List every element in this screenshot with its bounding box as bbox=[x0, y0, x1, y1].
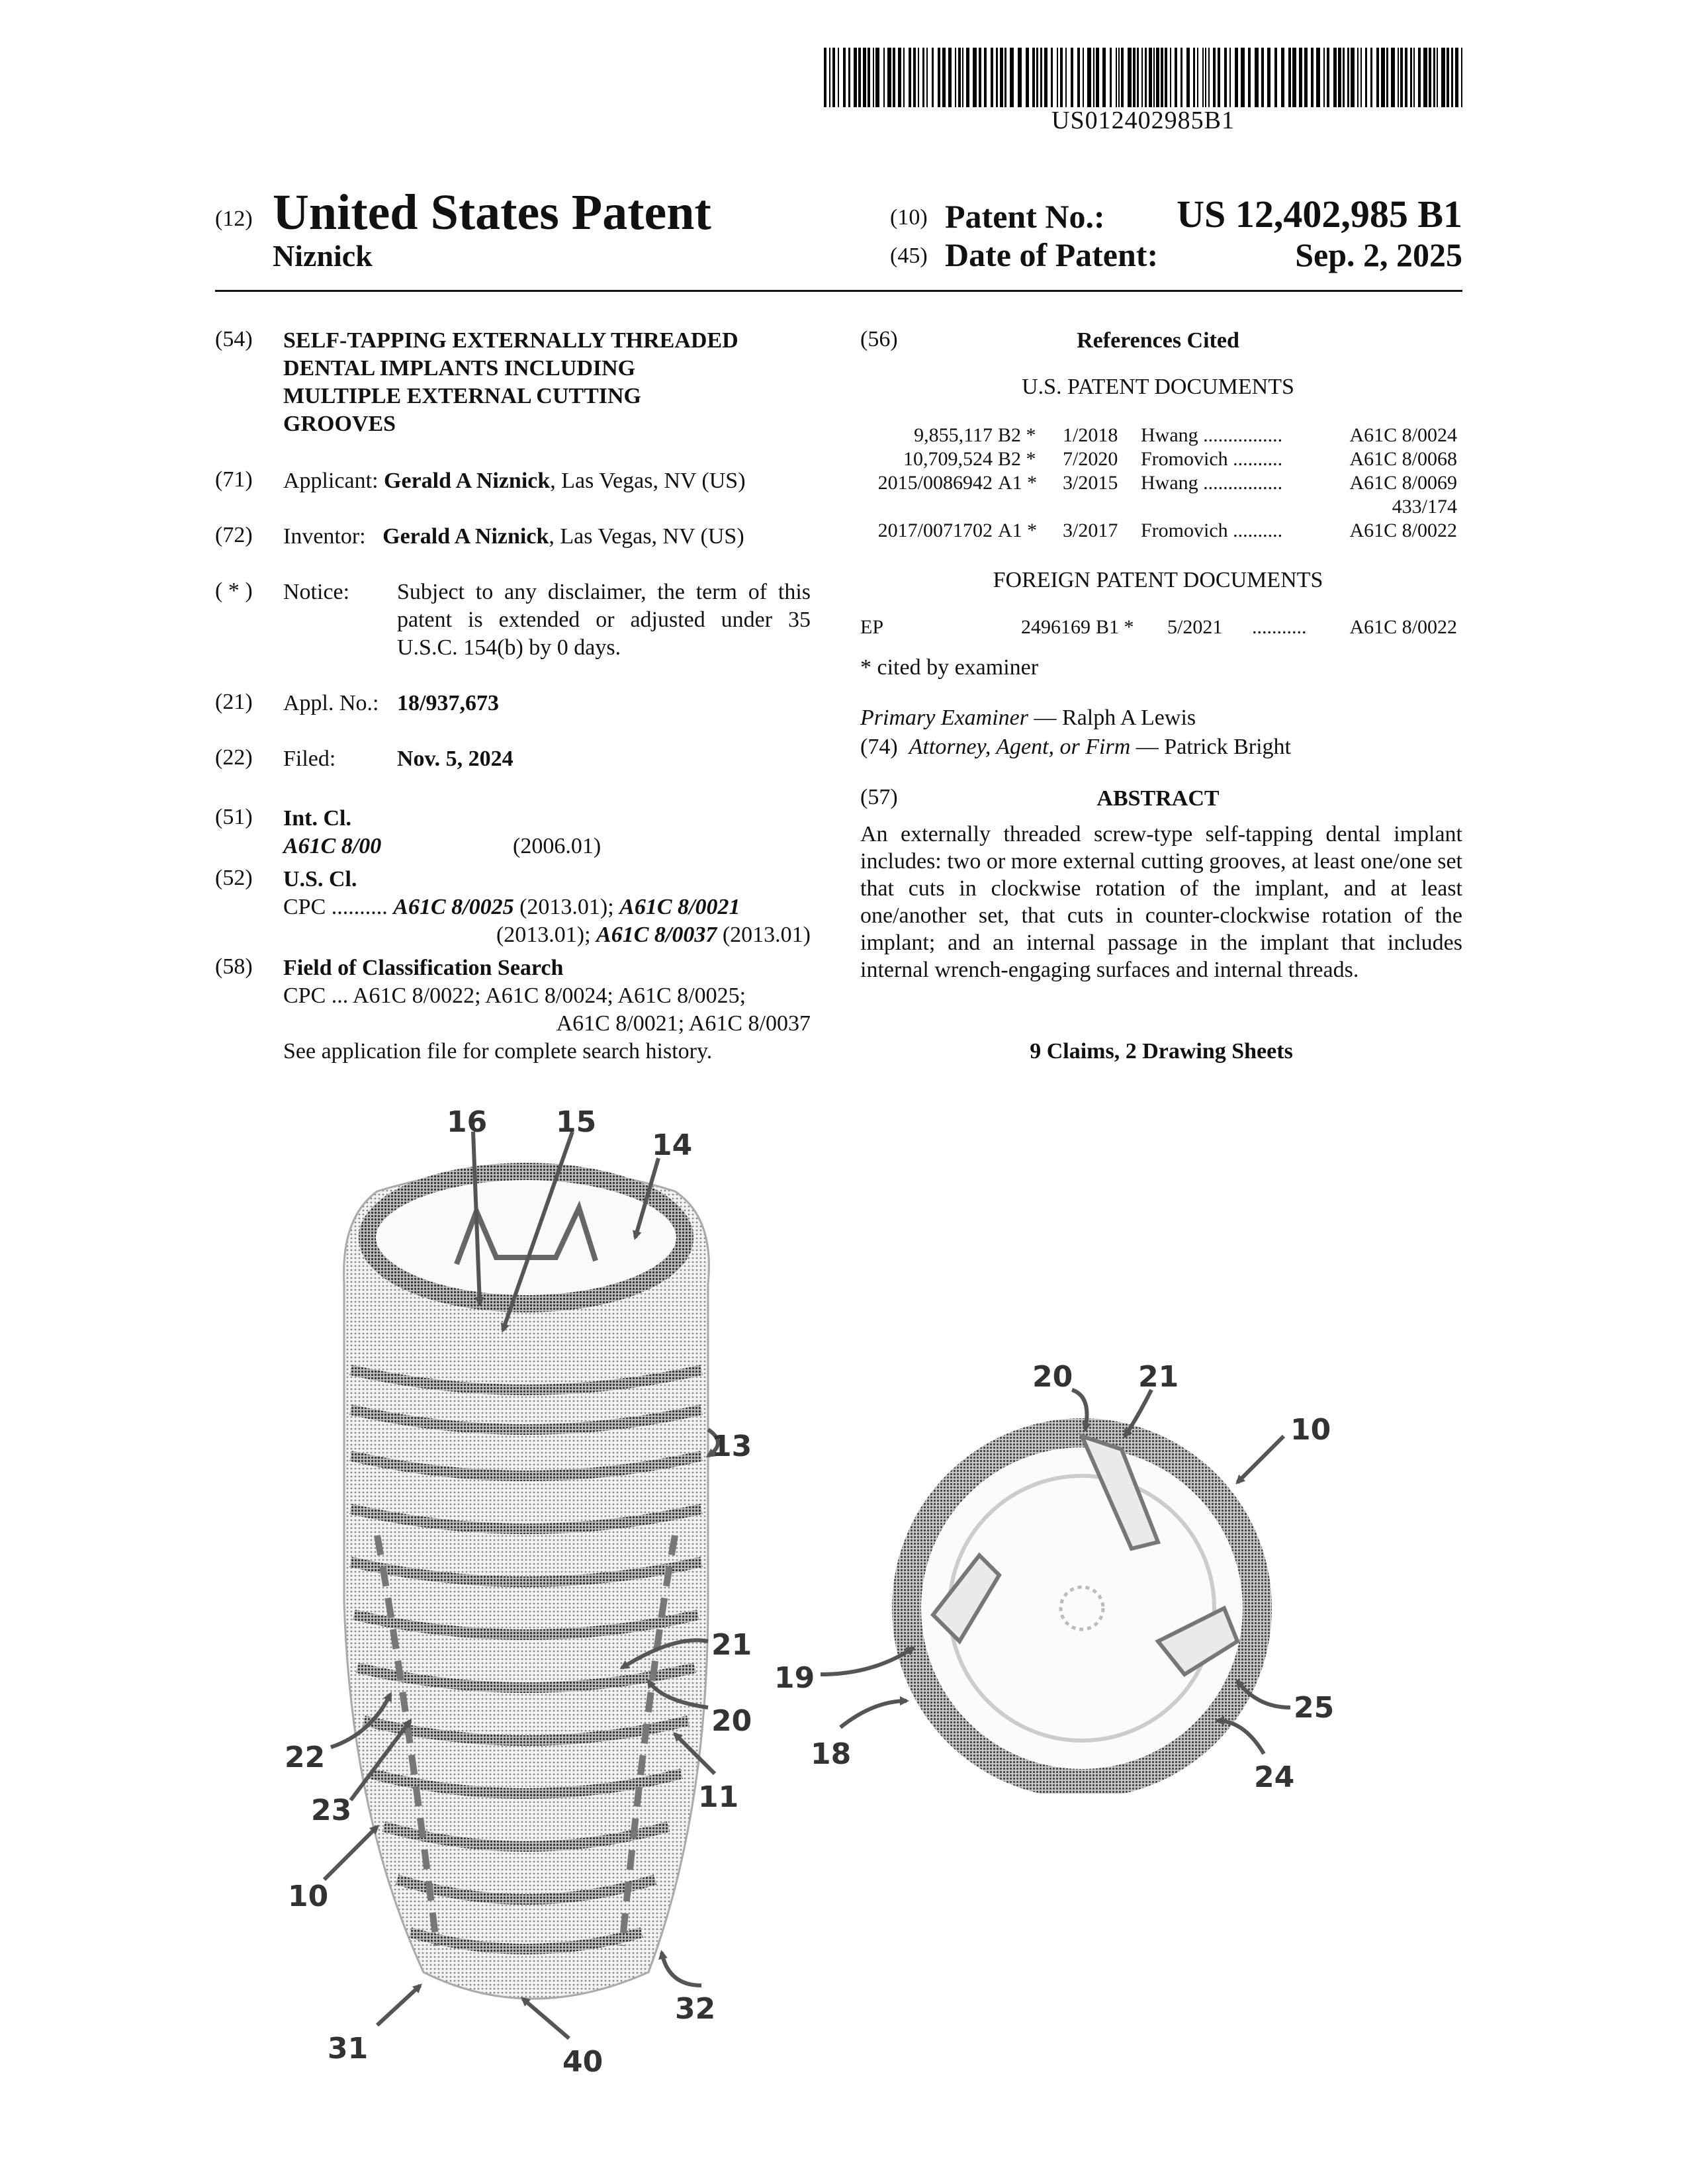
implant-end-view-figure bbox=[761, 1330, 1396, 1794]
barcode-bar bbox=[1116, 48, 1117, 107]
barcode-bar bbox=[1229, 48, 1231, 107]
barcode-bar bbox=[1405, 48, 1407, 107]
barcode-bar bbox=[887, 48, 891, 107]
barcode-bar bbox=[1149, 48, 1152, 107]
barcode-bar bbox=[1360, 48, 1362, 107]
doc-date bbox=[1063, 495, 1141, 519]
barcode-bar bbox=[1288, 48, 1291, 107]
barcode-bar bbox=[1137, 48, 1139, 107]
refs-code: (56) bbox=[860, 327, 898, 351]
intcl-label: Int. Cl. bbox=[283, 806, 351, 831]
doc-name: Fromovich .......... bbox=[1141, 520, 1283, 541]
barcode-bar bbox=[926, 48, 928, 107]
applicant bbox=[283, 467, 746, 495]
barcode-bar bbox=[1235, 48, 1238, 107]
barcode-bar bbox=[1327, 48, 1329, 107]
barcode-bar bbox=[1202, 48, 1204, 107]
barcode-bar bbox=[1423, 48, 1427, 107]
barcode-bar bbox=[1400, 48, 1403, 107]
inventor-code: (72) bbox=[215, 523, 253, 547]
barcode-bar bbox=[1181, 48, 1182, 107]
cpc-prefix: CPC .......... bbox=[283, 895, 388, 919]
cpc-line-1 bbox=[283, 893, 740, 921]
barcode-bar bbox=[1351, 48, 1355, 107]
barcode-bar bbox=[1255, 48, 1259, 107]
cpc-year: (2013.01); bbox=[513, 895, 620, 919]
barcode-bar bbox=[1087, 48, 1091, 107]
claims-summary: 9 Claims, 2 Drawing Sheets bbox=[1030, 1039, 1293, 1064]
barcode-bar bbox=[868, 48, 870, 107]
filed-date: Nov. 5, 2024 bbox=[397, 747, 513, 771]
title-line: DENTAL IMPLANTS INCLUDING bbox=[283, 356, 636, 381]
cited-note: * cited by examiner bbox=[860, 655, 1039, 680]
barcode-bar bbox=[955, 48, 956, 107]
foreign-docs-title: FOREIGN PATENT DOCUMENTS bbox=[993, 568, 1323, 592]
barcode-bar bbox=[1410, 48, 1412, 107]
attorney bbox=[860, 733, 1291, 761]
implant-side-view-figure bbox=[278, 1085, 807, 2091]
barcode-bar bbox=[1261, 48, 1264, 107]
barcode-bar bbox=[922, 48, 924, 107]
intcl-class: A61C 8/00 bbox=[283, 834, 382, 858]
filed-code: (22) bbox=[215, 745, 253, 770]
ref-label: 10 bbox=[288, 1880, 329, 1913]
barcode-bar bbox=[1418, 48, 1421, 107]
ref-label: 25 bbox=[1294, 1691, 1335, 1725]
barcode-bar bbox=[1441, 48, 1445, 107]
barcode-bar bbox=[973, 48, 977, 107]
barcode-bar bbox=[1386, 48, 1388, 107]
patent-date: Sep. 2, 2025 bbox=[1295, 236, 1462, 273]
barcode-bar bbox=[1213, 48, 1216, 107]
doc-number: 2017/0071702 bbox=[877, 520, 993, 541]
ref-label: 20 bbox=[711, 1704, 752, 1738]
inventor-location: , Las Vegas, NV (US) bbox=[549, 524, 744, 549]
barcode-bar bbox=[1065, 48, 1067, 107]
header-rule bbox=[215, 290, 1462, 292]
barcode-bar bbox=[863, 48, 866, 107]
cpc-class: A61C 8/0037 bbox=[596, 923, 717, 947]
barcode-bar bbox=[875, 48, 879, 107]
doc-class: 433/174 bbox=[1392, 496, 1457, 518]
doc-number bbox=[860, 495, 998, 519]
doc-date: 5/2021 bbox=[1167, 616, 1223, 638]
barcode-bar bbox=[966, 48, 969, 107]
cpc-year: (2013.01); bbox=[496, 923, 597, 947]
doc-class: A61C 8/0022 bbox=[1349, 520, 1457, 541]
table-row bbox=[860, 447, 1462, 471]
barcode-bar bbox=[1381, 48, 1385, 107]
barcode-bar bbox=[1429, 48, 1431, 107]
barcode-bar bbox=[1333, 48, 1337, 107]
ref-label: 23 bbox=[311, 1794, 352, 1827]
barcode-bar bbox=[1186, 48, 1190, 107]
barcode-bar bbox=[1165, 48, 1167, 107]
barcode-bar bbox=[1357, 48, 1359, 107]
title-code: (54) bbox=[215, 327, 253, 351]
invention-title bbox=[283, 327, 738, 438]
table-row bbox=[860, 519, 1462, 543]
table-row bbox=[860, 615, 1462, 639]
barcode-bar bbox=[1241, 48, 1245, 107]
barcode-bar bbox=[1447, 48, 1449, 107]
table-row bbox=[860, 424, 1462, 447]
ref-label: 15 bbox=[556, 1105, 597, 1139]
doc-name: Fromovich .......... bbox=[1141, 448, 1283, 470]
barcode-bar bbox=[1175, 48, 1177, 107]
barcode-bar bbox=[1128, 48, 1132, 107]
barcode-bar bbox=[1413, 48, 1415, 107]
search-history-note: See application file for complete search history. bbox=[283, 1039, 713, 1064]
refs-title: References Cited bbox=[1077, 328, 1239, 353]
barcode-bar bbox=[1370, 48, 1372, 107]
barcode-bar bbox=[918, 48, 919, 107]
doc-date: 3/2017 bbox=[1063, 520, 1118, 541]
barcode-bar bbox=[1060, 48, 1063, 107]
barcode-bar bbox=[838, 48, 839, 107]
ref-label: 14 bbox=[652, 1128, 693, 1162]
notice-line: U.S.C. 154(b) by 0 days. bbox=[397, 635, 621, 660]
doc-dots: ........... bbox=[1252, 616, 1307, 638]
cpc-line-2 bbox=[496, 921, 811, 949]
field-code: (58) bbox=[215, 954, 253, 979]
barcode-bar bbox=[1248, 48, 1251, 107]
doc-kind: B2 * bbox=[998, 424, 1036, 446]
barcode-bar bbox=[1102, 48, 1106, 107]
applicant-label: Applicant: bbox=[283, 469, 379, 493]
inventor-short: Niznick bbox=[273, 239, 373, 273]
barcode-bar bbox=[848, 48, 850, 107]
barcode-bar bbox=[1044, 48, 1048, 107]
barcode-bar bbox=[858, 48, 861, 107]
cpc-class: A61C 8/0025 bbox=[393, 895, 514, 919]
barcode-bar bbox=[1096, 48, 1099, 107]
table-row bbox=[860, 471, 1462, 495]
barcode-bar bbox=[1083, 48, 1084, 107]
ref-label: 21 bbox=[711, 1628, 752, 1662]
appl-label: Appl. No.: bbox=[283, 691, 379, 715]
barcode-bar bbox=[1451, 48, 1453, 107]
barcode-bar bbox=[1281, 48, 1284, 107]
ref-label: 13 bbox=[711, 1430, 752, 1463]
barcode-bar bbox=[1170, 48, 1171, 107]
attorney-label: Attorney, Agent, or Firm bbox=[909, 735, 1131, 759]
kind-code: (12) bbox=[215, 206, 253, 231]
barcode-bar bbox=[843, 48, 846, 107]
barcode-bar bbox=[1343, 48, 1345, 107]
patent-type-title: United States Patent bbox=[273, 185, 711, 240]
barcode-bar bbox=[1036, 48, 1038, 107]
barcode-bar bbox=[909, 48, 911, 107]
barcode-bar bbox=[1032, 48, 1035, 107]
barcode-bar bbox=[1376, 48, 1379, 107]
doc-kind: B1 * bbox=[1096, 616, 1134, 638]
doc-class: A61C 8/0024 bbox=[1349, 424, 1457, 446]
barcode-bar bbox=[1299, 48, 1302, 107]
barcode-bar bbox=[1010, 48, 1014, 107]
doc-number: 10,709,524 bbox=[903, 448, 993, 470]
barcode-bar bbox=[1121, 48, 1124, 107]
ref-label: 18 bbox=[811, 1737, 852, 1771]
appl-number: 18/937,673 bbox=[397, 691, 499, 715]
attorney-code: (74) bbox=[860, 735, 898, 759]
barcode-bar bbox=[1040, 48, 1042, 107]
barcode-bar bbox=[1093, 48, 1094, 107]
doc-number: 9,855,117 bbox=[914, 424, 993, 446]
barcode-bar bbox=[938, 48, 940, 107]
appl-code: (21) bbox=[215, 690, 253, 714]
barcode-bar bbox=[958, 48, 961, 107]
doc-name: Hwang ................ bbox=[1141, 472, 1283, 494]
applicant-code: (71) bbox=[215, 467, 253, 492]
barcode-bar bbox=[1316, 48, 1320, 107]
barcode-bar bbox=[1156, 48, 1159, 107]
field-cpc-line: CPC ... A61C 8/0022; A61C 8/0024; A61C 8/0025; bbox=[283, 983, 746, 1008]
barcode-bar bbox=[1365, 48, 1367, 107]
applicant-name: Gerald A Niznick bbox=[384, 469, 551, 493]
attorney-name: — Patrick Bright bbox=[1130, 735, 1291, 759]
barcode-bar bbox=[979, 48, 981, 107]
intcl-year: (2006.01) bbox=[513, 834, 602, 858]
barcode-bar bbox=[1110, 48, 1112, 107]
notice-line: Subject to any disclaimer, the term of this bbox=[397, 580, 811, 604]
barcode-bar bbox=[913, 48, 916, 107]
field-cpc-line: A61C 8/0021; A61C 8/0037 bbox=[556, 1011, 811, 1036]
barcode-bar bbox=[1338, 48, 1341, 107]
barcode-bar bbox=[1461, 48, 1462, 107]
uscl-label: U.S. Cl. bbox=[283, 867, 357, 891]
barcode-bar bbox=[903, 48, 905, 107]
title-line: MULTIPLE EXTERNAL CUTTING bbox=[283, 384, 641, 408]
barcode-bar bbox=[1347, 48, 1349, 107]
barcode-bar bbox=[1391, 48, 1395, 107]
barcode-bar bbox=[1026, 48, 1029, 107]
doc-date: 1/2018 bbox=[1063, 424, 1118, 446]
doc-class: A61C 8/0022 bbox=[1349, 616, 1457, 638]
barcode-bar bbox=[829, 48, 830, 107]
barcode-bar bbox=[1018, 48, 1022, 107]
ref-label: 10 bbox=[1290, 1413, 1331, 1447]
field-label: Field of Classification Search bbox=[283, 956, 564, 980]
ref-label: 40 bbox=[562, 2045, 603, 2079]
barcode-bar bbox=[898, 48, 901, 107]
barcode-bar bbox=[1133, 48, 1136, 107]
ref-label: 11 bbox=[698, 1780, 739, 1814]
barcode-bar bbox=[1205, 48, 1206, 107]
patent-no-code: (10) bbox=[890, 205, 928, 230]
primary-examiner bbox=[860, 704, 1196, 732]
doc-name bbox=[1141, 495, 1323, 519]
barcode-bar bbox=[932, 48, 934, 107]
barcode-bar bbox=[1051, 48, 1053, 107]
doc-date: 3/2015 bbox=[1063, 472, 1118, 494]
barcode-bar bbox=[1161, 48, 1163, 107]
doc-class: A61C 8/0068 bbox=[1349, 448, 1457, 470]
barcode-bar bbox=[1153, 48, 1155, 107]
inventor bbox=[283, 523, 744, 551]
notice-text bbox=[397, 578, 811, 662]
patent-no-label: Patent No.: bbox=[945, 198, 1105, 235]
notice-code: ( * ) bbox=[215, 578, 253, 603]
ref-label: 32 bbox=[675, 1992, 716, 2026]
cpc-class: A61C 8/0021 bbox=[619, 895, 740, 919]
ref-label: 31 bbox=[328, 2032, 369, 2066]
barcode-bar bbox=[1118, 48, 1120, 107]
barcode-bar bbox=[991, 48, 993, 107]
ref-label: 19 bbox=[774, 1661, 815, 1695]
doc-country: EP bbox=[860, 616, 884, 638]
doc-kind: B2 * bbox=[998, 448, 1036, 470]
date-code: (45) bbox=[890, 244, 928, 268]
barcode-bar bbox=[1274, 48, 1277, 107]
abstract-code: (57) bbox=[860, 785, 898, 809]
barcode-bar bbox=[824, 48, 826, 107]
intcl-code: (51) bbox=[215, 805, 253, 829]
barcode-bar bbox=[832, 48, 835, 107]
doc-date: 7/2020 bbox=[1063, 448, 1118, 470]
barcode-bar bbox=[948, 48, 952, 107]
notice-label: Notice: bbox=[283, 580, 350, 604]
barcode-bar bbox=[1224, 48, 1227, 107]
ref-label: 16 bbox=[447, 1105, 488, 1139]
barcode-bar bbox=[1077, 48, 1080, 107]
barcode-bar bbox=[1193, 48, 1195, 107]
barcode-bar bbox=[854, 48, 857, 107]
barcode-bar bbox=[1071, 48, 1073, 107]
barcode-bar bbox=[1208, 48, 1210, 107]
barcode-bar bbox=[1437, 48, 1438, 107]
barcode-bar bbox=[962, 48, 963, 107]
barcode bbox=[824, 48, 1462, 107]
applicant-location: , Las Vegas, NV (US) bbox=[550, 469, 746, 493]
barcode-bar bbox=[893, 48, 895, 107]
ref-label: 22 bbox=[285, 1741, 326, 1774]
barcode-bar bbox=[1000, 48, 1003, 107]
doc-number: 2496169 bbox=[1021, 616, 1091, 638]
barcode-bar bbox=[883, 48, 885, 107]
doc-kind: A1 * bbox=[998, 472, 1038, 494]
barcode-bar bbox=[1433, 48, 1435, 107]
abstract-text: An externally threaded screw-type self-tapping dental implant includes: two or more external cutting grooves, at least one/one set that cuts in clockwise rotation of the implant, and at least one/another set, that cuts in counter-clockwise rotation of the implant; and an internal passage in the implant that includes internal wrench-engaging surfaces and internal threads. bbox=[860, 822, 1462, 982]
barcode-bar bbox=[1267, 48, 1270, 107]
cpc-year: (2013.01) bbox=[717, 923, 811, 947]
doc-kind: A1 * bbox=[998, 520, 1038, 541]
patent-number: US 12,402,985 B1 bbox=[1177, 193, 1462, 236]
date-label: Date of Patent: bbox=[945, 236, 1159, 273]
barcode-bar bbox=[1004, 48, 1006, 107]
barcode-bar bbox=[873, 48, 874, 107]
barcode-bar bbox=[1197, 48, 1198, 107]
barcode-bar bbox=[1398, 48, 1399, 107]
barcode-bar bbox=[1311, 48, 1314, 107]
us-docs-table bbox=[860, 424, 1462, 543]
us-docs-title: U.S. PATENT DOCUMENTS bbox=[1022, 375, 1294, 399]
barcode-bar bbox=[1455, 48, 1458, 107]
table-row bbox=[860, 495, 1462, 519]
barcode-bar bbox=[1323, 48, 1325, 107]
barcode-bar bbox=[1141, 48, 1143, 107]
title-line: GROOVES bbox=[283, 412, 396, 436]
examiner-name: — Ralph A Lewis bbox=[1028, 705, 1196, 730]
inventor-label: Inventor: bbox=[283, 524, 366, 549]
title-line: SELF-TAPPING EXTERNALLY THREADED bbox=[283, 328, 738, 353]
ref-label: 24 bbox=[1254, 1760, 1295, 1794]
filed-label: Filed: bbox=[283, 747, 336, 771]
inventor-name: Gerald A Niznick bbox=[382, 524, 549, 549]
barcode-bar bbox=[1304, 48, 1308, 107]
abstract-title: ABSTRACT bbox=[1096, 786, 1220, 811]
ref-label: 20 bbox=[1032, 1360, 1073, 1394]
barcode-bar bbox=[1057, 48, 1058, 107]
ref-label: 21 bbox=[1138, 1360, 1179, 1394]
barcode-bar bbox=[1292, 48, 1296, 107]
doc-kind bbox=[998, 495, 1063, 519]
barcode-bar bbox=[996, 48, 998, 107]
barcode-bar bbox=[942, 48, 946, 107]
doc-number: 2015/0086942 bbox=[877, 472, 993, 494]
doc-name: Hwang ................ bbox=[1141, 424, 1283, 446]
doc-class: A61C 8/0069 bbox=[1349, 472, 1457, 494]
barcode-bar bbox=[1218, 48, 1220, 107]
uscl-code: (52) bbox=[215, 866, 253, 890]
barcode-number: US012402985B1 bbox=[1051, 107, 1235, 134]
notice-line: patent is extended or adjusted under 35 bbox=[397, 608, 811, 632]
foreign-docs-table bbox=[860, 615, 1462, 639]
examiner-label: Primary Examiner bbox=[860, 705, 1029, 730]
barcode-bar bbox=[984, 48, 987, 107]
barcode-bar bbox=[1145, 48, 1147, 107]
